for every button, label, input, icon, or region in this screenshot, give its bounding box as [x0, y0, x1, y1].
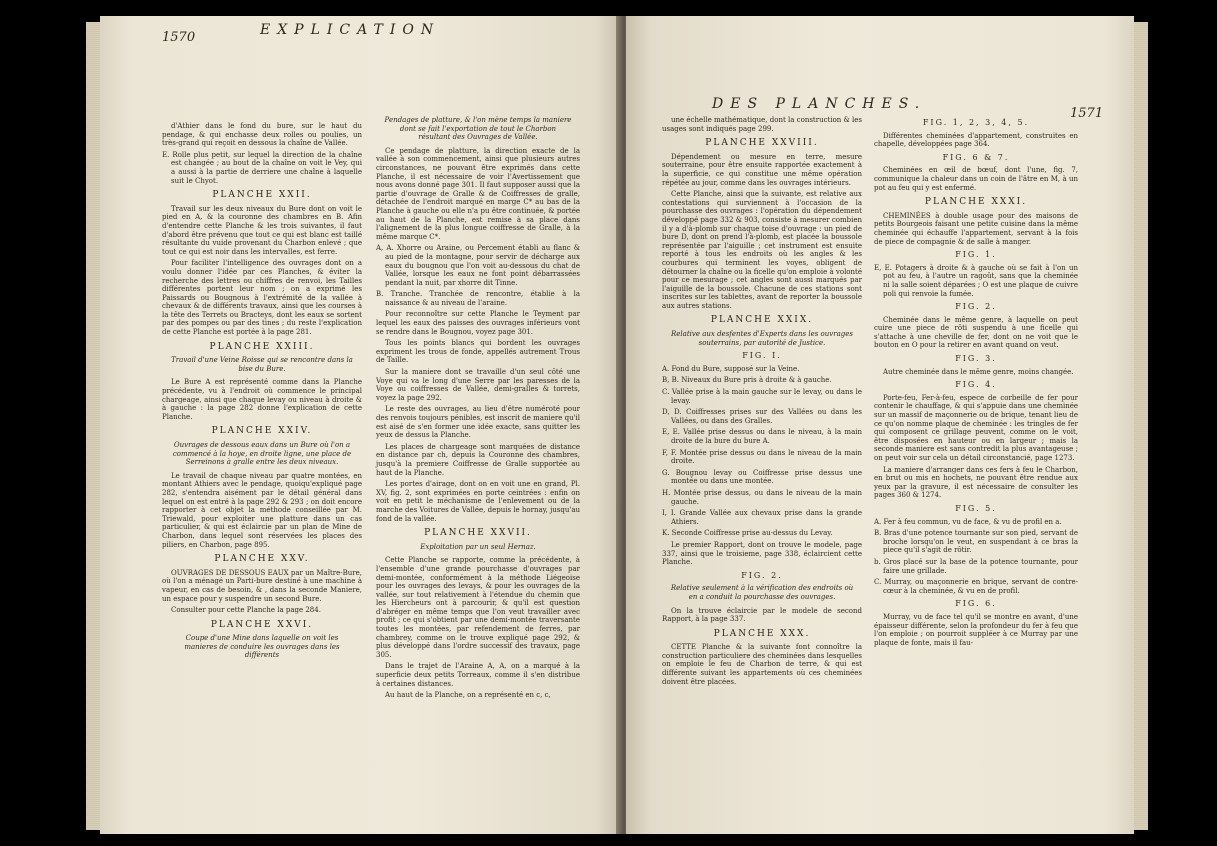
figure-heading: FIG. 1, 2, 3, 4, 5.	[922, 118, 1030, 127]
legend-item: H. Montée prise dessus, ou dans le niveau de la main gauche.	[662, 488, 862, 506]
paragraph: Consulter pour cette Planche la page 284.	[171, 606, 321, 615]
paragraph: Murray, vu de face tel qu'il se montre en avant, d'une épaisseur différente, selon la profondeur du fer à feu que l'on emploie ; on pourroit suppléer à ce Murray par une plaque de fonte, mais il fau-	[874, 612, 1078, 647]
legend-item: b. Gros placé sur la base de la potence tournante, pour faire une grillade.	[874, 557, 1078, 575]
paragraph: Dépendement ou mesure en terre, mesure souterraine, pour être ensuite rapportée exactement à la superficie, ce qui constitue une même opération répétée au jour, comme dans les ouvrages intérieurs.	[662, 152, 862, 187]
right-page-number: 1571	[1070, 106, 1104, 121]
legend-item: E. Rolle plus petit, sur lequel la direction de la chaîne est changée ; au bout de la chaîne on voit le Vey, qui a aussi à la partie de derriere une chaîne à laquelle suit le Chyot.	[162, 150, 362, 185]
legend-item: G. Bougnou levay ou Coiffresse prise dessus une montée ou dans une montée.	[662, 468, 862, 486]
paragraph: Autre cheminée dans le même genre, moins changée.	[883, 367, 1074, 376]
paragraph: OUVRAGES DE DESSOUS EAUX par un Maître-Bure, où l'on a ménagé un Parti-bure destiné à une machine à vapeur, en cas de besoin, & , dans la seconde Maniere, un espace pour y suspendre un second Bure.	[162, 568, 362, 603]
plate-heading: PLANCHE XXIV.	[211, 426, 313, 437]
plate-caption: Pendages de platture, & l'on mène temps la maniere dont se fait l'exportation de tout le Charbon résultant des Ouvrages de Vallée.	[384, 116, 572, 142]
right-header: DES PLANCHES.	[712, 96, 927, 112]
paragraph: Porte-feu, Fer-à-feu, espece de corbeille de fer pour contenir le chauffage, & qui s'appuie dans une cheminée sur un massif de maçonnerie ou de brique, tenant lieu de ce qu'on nomme plaque de cheminée : les tringles de fer qui composent ce grillage peuvent, comme on le voit, être disposées en hauteur ou en largeur ; mais la seconde maniere est sans contredit la plus avantageuse ; on peut voir sur cela un détail circonstancié, page 1273.	[874, 393, 1078, 462]
paragraph: CHEMINÉES à double usage pour des maisons de petits Bourgeois faisant une petite cuisine dans la même cheminée qui échauffe l'appartement, servant à la fois de piece de compagnie & de salle à manger.	[874, 211, 1078, 246]
plate-caption: Ouvrages de dessous eaux dans un Bure où l'on a commencé à la hoye, en droite ligne, une place de Serreinons à gralle entre les deux niveaux.	[172, 441, 352, 467]
paragraph: La maniere d'arranger dans ces fers à feu le Charbon, en brut ou mis en hochets, ne pouvant être rendue aux yeux par la gravure, il est nécessaire de consulter les pages 360 & 1274.	[874, 465, 1078, 500]
plate-heading: PLANCHE XXII.	[212, 190, 312, 201]
book-edge-right	[1132, 22, 1148, 830]
figure-heading: FIG. I.	[742, 351, 782, 361]
legend-item: B, B. Niveaux du Bure pris à droite & à gauche.	[662, 376, 832, 385]
paragraph: Pour faciliter l'intelligence des ouvrages dont on a voulu donner l'idée par ces Planches, & éviter la recherche des lettres ou chiffres de renvoi, les Tailles différentes portent leur nom ; on a exprimé les Paissards ou Bougnous à l'extrémité de la vallée à chevaux & de différents travaux, ainsi que les courses à la tête des Terrets ou Bracteys, dont les eaux se sortent par des pompes ou par des tines ; du reste l'explication de cette Planche est portée à la page 281.	[162, 259, 362, 337]
legend-item: B. Tranche. Tranchée de rencontre, établie à la naissance & au niveau de l'araine.	[376, 290, 580, 307]
left-page	[100, 16, 622, 834]
paragraph: Cheminée dans le même genre, à laquelle on peut cuire une piece de rôti suspendu à une ficelle qui s'attache à une cheville de fer, dont on ne voit que le bouton en O pour la retirer en avant quand on veut.	[874, 315, 1078, 350]
plate-caption: Coupe d'une Mine dans laquelle on voit les manieres de conduire les ouvrages dans les différents	[184, 634, 340, 660]
paragraph: Cheminées en œil de bœuf, dont l'une, fig. 7, communique la chaleur dans un coin de l'âtre en M, à un pot au feu qui y est enfermé.	[874, 166, 1078, 192]
paragraph: CETTE Planche & la suivante font connoître la construction particuliere des cheminées dans lesquelles on emploie le feu de Charbon de terre, & qui est différente suivant les appartements où ces cheminées doivent être placées.	[662, 643, 862, 686]
legend-item: A. Fer à feu commun, vu de face, & vu de profil en a.	[874, 517, 1062, 526]
plate-heading: PLANCHE XXIII.	[209, 341, 315, 352]
paragraph: Le travail de chaque niveau par quatre montées, en montant Athiers avec le pendage, quoiqu'expliqué page 282, s'entendra aisément par le détail général dans lequel on est entré à la page 292 & 293 ; on doit encore rapporter à cet objet la méthode conseillée par M. Triewald, pour exploiter une platture dans un cas particulier, & qui est éclaircie par un plan de Mine de Charbon, dans lequel sont réservées les places des piliers, en Charbon, page 895.	[162, 471, 362, 549]
legend-item: D, D. Coiffresses prises sur des Vallées ou dans les Vallées, ou dans des Gralles.	[662, 408, 862, 425]
figure-heading: FIG. 6.	[955, 599, 997, 609]
figure-heading: FIG. 2.	[955, 302, 997, 312]
figure-heading: FIG. 5.	[955, 503, 997, 513]
legend-item: B. Bras d'une potence tournante sur son pied, servant de broche lorsqu'on le veut, en suspendant à ce bras la piece qu'il s'agit de rôtir.	[874, 529, 1078, 555]
left-column-1	[162, 122, 362, 665]
legend-item: K. Seconde Coiffresse prise au-dessus du Levay.	[662, 529, 833, 538]
left-header: EXPLICATION	[260, 22, 441, 38]
left-page-number: 1570	[162, 30, 196, 45]
legend-item: A, A. Xhorre ou Araine, ou Percement établi au flanc & au pied de la montagne, pour servir de décharge aux eaux du bougnou que l'on voit au-dessous du chat de Vallée, lorsque les eaux ne font point débarrassées pendant la nuit, par xhorre dit Tinne.	[376, 244, 580, 287]
legend-item: E, E. Vallée prise dessus ou dans le niveau, à la main droite de la bure du bure A.	[662, 428, 862, 445]
figure-heading: FIG. 1.	[955, 250, 997, 260]
paragraph: On la trouve éclaircie par le modele de second Rapport, à la page 337.	[662, 606, 862, 624]
figure-heading: FIG. 6 & 7.	[942, 152, 1010, 162]
plate-heading: PLANCHE XXVIII.	[705, 138, 819, 149]
right-column-2	[874, 114, 1078, 650]
paragraph: Sur la maniere dont se travaille d'un seul côté une Voye qui va le long d'une Serre par les paresses de la Voye ou coiffresses de Vallée, demi-gralles & torrets, voyez la page 292.	[376, 368, 580, 402]
legend-item: C. Vallée prise à la main gauche sur le levay, ou dans le levay.	[662, 388, 862, 405]
left-column-2	[376, 114, 580, 703]
paragraph: Le reste des ouvrages, au lieu d'être numéroté pour des renvois toujours pénibles, est inscrit de maniere qu'il est aisé de s'en former une idée exacte, sans quitter les yeux de dessus la Planche.	[376, 405, 580, 440]
legend-item: C. Murray, ou maçonnerie en brique, servant de contre-cœur à la cheminée, & vu en de profil.	[874, 578, 1078, 595]
plate-heading: PLANCHE XXX.	[713, 628, 811, 639]
right-column-1	[662, 116, 862, 689]
paragraph: Pour reconnoître sur cette Planche le Teyment par lequel les eaux des paisses des ouvrages inférieurs vont se rendre dans le Bougnou, voyez page 301.	[376, 310, 580, 336]
paragraph: Au haut de la Planche, on a représenté en c, c,	[385, 691, 551, 700]
plate-caption: Travail d'une Veine Roisse qui se rencontre dans la bise du Bure.	[171, 356, 353, 373]
paragraph: Ce pendage de platture, la direction exacte de la vallée à son commencement, ainsi que plusieurs autres circonstances, ne pouvant être exprimés dans cette Planche, il est nécessaire de voir l'Avertissement que nous avons donné page 301. Il faut supposer aussi que la partie d'ouvrage de Gralle & de Coiffresses de gralle, détachée de l'endroit marqué en marge C* au bas de la Planche à gauche ou elle n'a pu être continuée, & portée au haut de la Planche, est remise à sa place dans l'alignement de la plus longue coiffresse de Gralle, à la même marque C*.	[376, 146, 580, 241]
paragraph: Différentes cheminées d'appartement, construites en chapelle, développées page 364.	[874, 131, 1078, 149]
legend-item: E, E. Potagers à droite & à gauche où se fait à l'on un pot au feu, à l'autre un ragoût, sans que la cheminée ni la salle soient déparées ; O est une plaque de cuivre poli qui renvoie la fumée.	[874, 263, 1078, 298]
paragraph: d'Athier dans le fond du bure, sur le haut du pendage, & qui enchasse deux rolles ou poulies, un très-grand qui reçoit en dessous la chaîne de Vallée.	[162, 122, 362, 148]
plate-heading: PLANCHE XXVII.	[424, 528, 532, 539]
legend-item: I, I. Grande Vallée aux chevaux prise dans la grande Athiers.	[662, 509, 862, 526]
figure-heading: FIG. 2.	[741, 570, 783, 580]
plate-caption: Exploitation par un seul Hernaz.	[420, 542, 536, 551]
figure-heading: FIG. 4.	[955, 380, 997, 390]
plate-caption: Relative aux desfentes d'Experts dans les ouvrages souterrains, par autorité de Justice.	[671, 330, 853, 347]
paragraph: Travail sur les deux niveaux du Bure dont on voit le pied en A, & la couronne des chambres en B. Afin d'entendre cette Planche & les trois suivantes, il faut d'abord être prévenu que tout ce qui est blanc est taillé résultante du vuide provenant du Charbon enlevé ; que tout ce qui est noir dans les intervalles, est ferre.	[162, 204, 362, 256]
plate-heading: PLANCHE XXIX.	[710, 315, 814, 326]
paragraph: Dans le trajet de l'Araine A, A, on a marqué à la superficie deux petits Torreaux, comme il s'en distribue à certaines distances.	[376, 662, 580, 688]
plate-heading: PLANCHE XXVI.	[210, 619, 314, 630]
right-page	[626, 16, 1134, 834]
paragraph: Cette Planche se rapporte, comme la précédente, à l'ensemble d'une grande pourchasse d'ouvrages par demi-montée, conformément à la méthode Liégeoise pour les ouvrages des levays, & pour les ouvrages de la vallée, sur tout relativement à l'étendue du chemin que les Hiercheurs ont à parcourir, & qu'il est question d'abréger en même temps que l'on veut travailler avec profit ; ce qui s'obtient par une demi-montée traversante toutes les montées, par refendement de ferres, par chambrey, comme on le trouve expliqué page 292, & plus développé dans l'ordre successif des travaux, page 305.	[376, 556, 580, 659]
paragraph: Les portes d'airage, dont on en voit une en grand, Pl. XV, fig. 2, sont exprimées en porte ceintrées : enfin on voit en petit le méchanisme de l'enlevement ou de la marche des Voitures de Vallée, depuis le hornay, jusqu'au fond de la vallée.	[376, 480, 580, 523]
paragraph: Cette Planche, ainsi que la suivante, est relative aux contestations qui surviennent à l'occasion de la pourchasse des ouvrages : l'opération du dépendement développé page 332 & 903, consiste à mesurer combien il y a d'à-plomb sur chaque toise d'ouvrage : un pied de bure D, dont on prend l'à-plomb, est placée la boussole représentée par l'aiguille ; cet instrument est ensuite reporté à tous les endroits où les angles & les courbures qui terminent les voyes, obligent de détourner la chaîne ou la ficelle qu'on emploie à volonté pour ce mesurage ; cet angles sont aussi marqués par l'aiguille de la boussole. Chacune de ces stations sont inscrites sur les tablettes, avant de reporter la boussole aux autres stations.	[662, 190, 862, 310]
legend-item: A. Fond du Bure, supposé sur la Veine.	[662, 364, 800, 373]
legend-item: F, F. Montée prise dessus ou dans le niveau de la main droite.	[662, 448, 862, 466]
plate-heading: PLANCHE XXV.	[214, 554, 310, 565]
paragraph: Tous les points blancs qui bordent les ouvrages expriment les trous de fonde, appellés autrement Trous de Taille.	[376, 339, 580, 365]
plate-caption: Relative seulement à la vérification des endroits où en a conduit la pourchasse des ouvrages.	[670, 584, 854, 601]
plate-heading: PLANCHE XXXI.	[924, 197, 1028, 208]
paragraph: Le premier Rapport, dont on trouve le modele, page 337, ainsi que le troisieme, page 338, éclaircient cette Planche.	[662, 540, 862, 567]
paragraph: Les places de chargeage sont marquées de distance en distance par ch, depuis la Couronne des chambres, jusqu'à la premiere Coiffresse de Gralle supportée au haut de la Planche.	[376, 442, 580, 477]
open-book	[86, 6, 1159, 840]
paragraph: une échelle mathématique, dont la construction & les usages sont indiqués page 299.	[662, 116, 862, 133]
paragraph: Le Bure A est représenté comme dans la Planche précédente, vu à l'endroit où commence le principal chargeage, ainsi que chaque levay ou niveau à droite & à gauche : la page 282 donne l'explication de cette Planche.	[162, 378, 362, 421]
figure-heading: FIG. 3.	[955, 354, 997, 364]
